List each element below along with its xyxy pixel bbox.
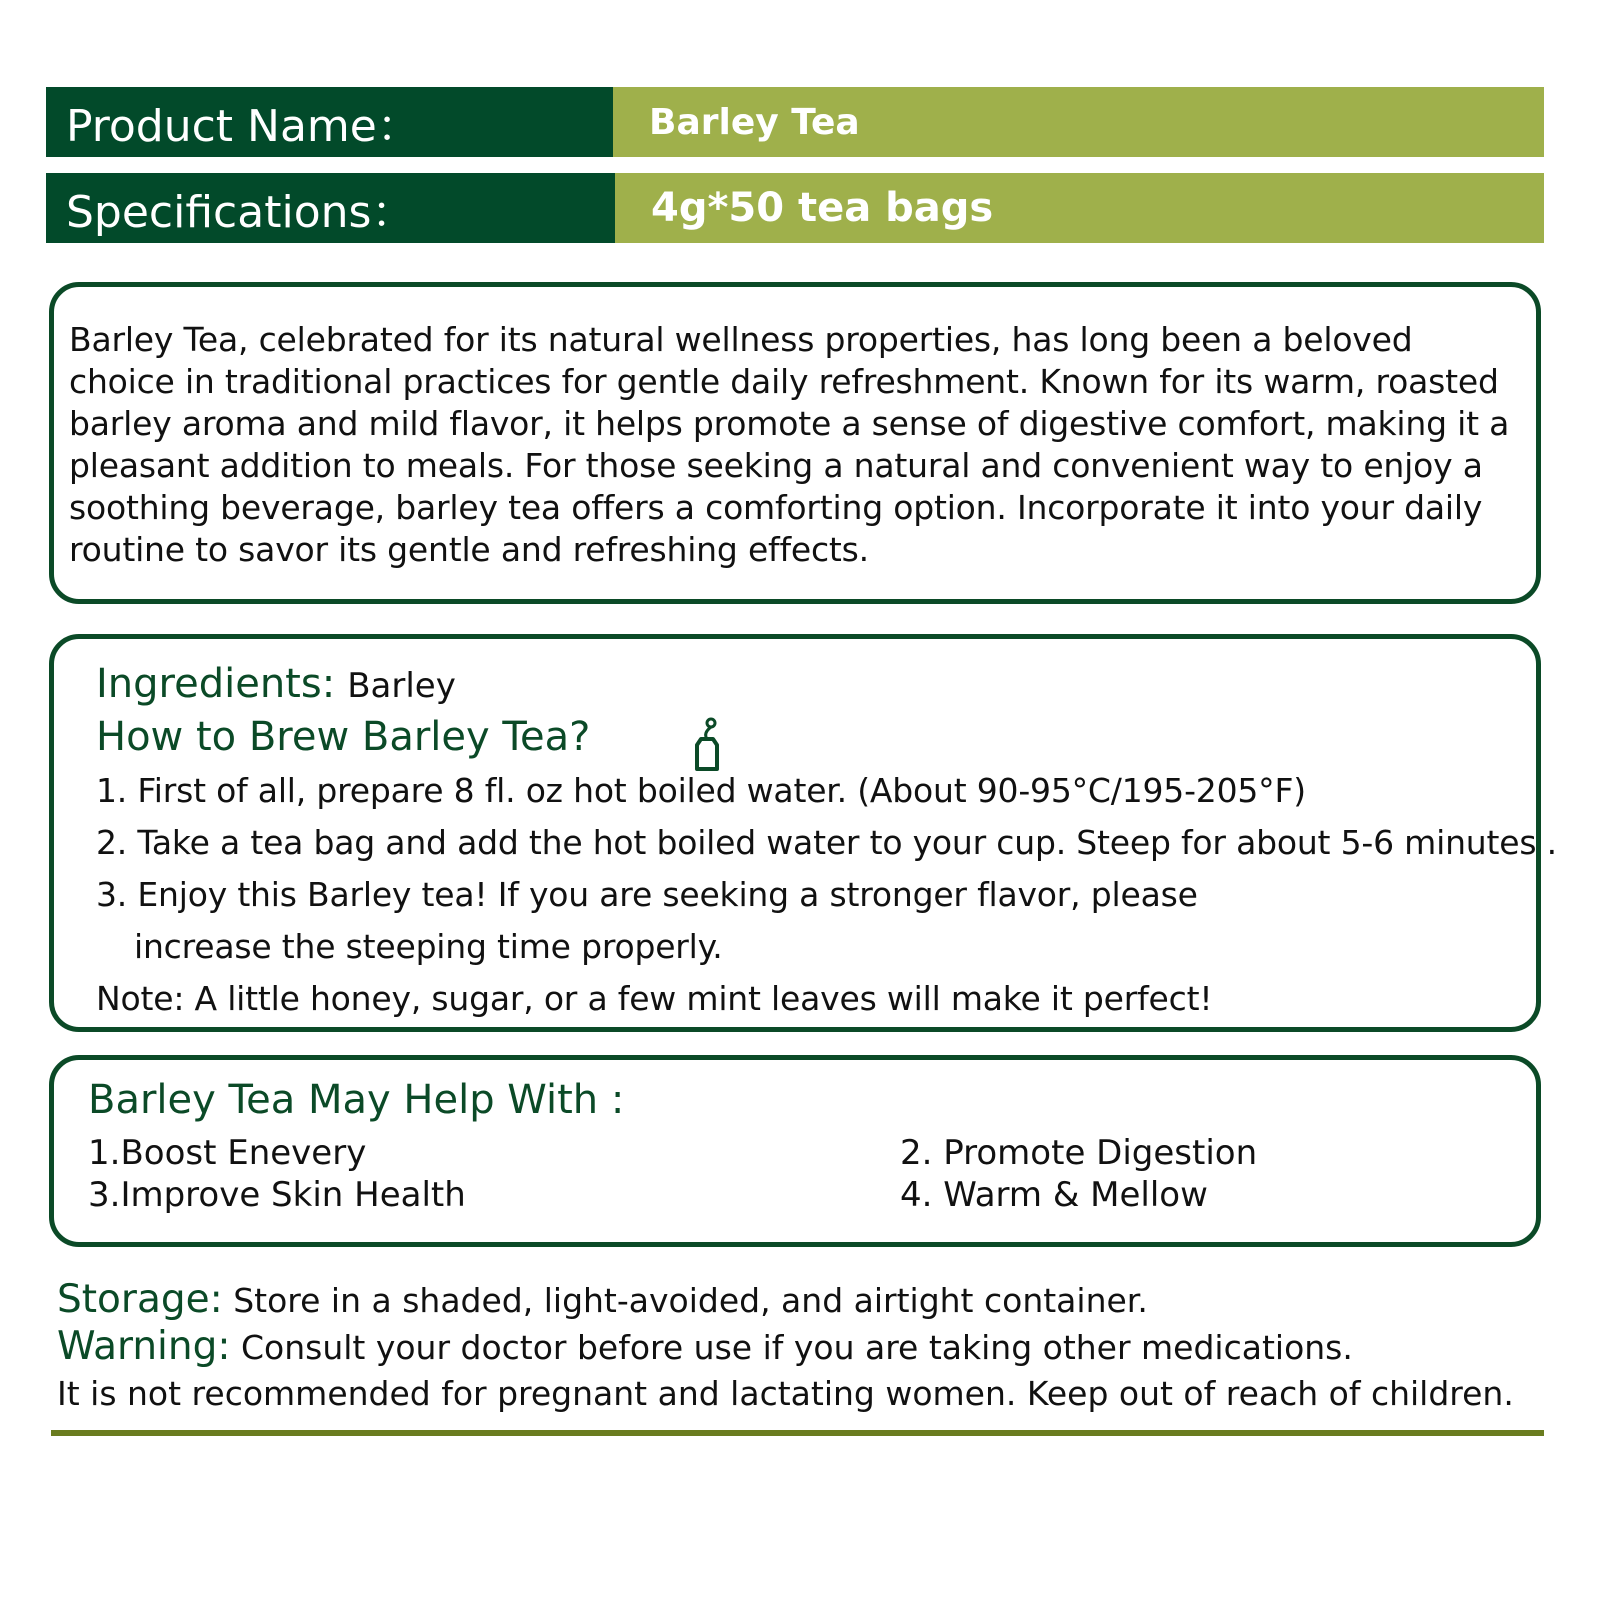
specifications-label: Specifications：	[46, 173, 615, 243]
benefit-item: 1.Boost Enevery	[88, 1133, 367, 1173]
bottom-divider	[51, 1430, 1544, 1436]
description-line: routine to savor its gentle and refreshing effects.	[69, 530, 869, 569]
specifications-value: 4g*50 tea bags	[615, 173, 1544, 243]
brew-heading-line	[96, 709, 1526, 765]
brewing-box	[49, 634, 1557, 1032]
product-name-value: Barley Tea	[613, 87, 1544, 157]
warning-label: Warning:	[57, 1324, 231, 1369]
description-line: pleasant addition to meals. For those seeking a natural and convenient way to enjoy a	[69, 446, 1483, 485]
ingredients-line	[96, 659, 1526, 709]
ingredients-label: Ingredients:	[96, 661, 336, 707]
storage-label: Storage:	[57, 1277, 223, 1322]
description-line: choice in traditional practices for gentle daily refreshment. Known for its warm, roasted	[69, 362, 1499, 401]
brew-step-continuation: increase the steeping time properly.	[134, 927, 723, 966]
description-box	[49, 282, 1541, 604]
description-line: Barley Tea, celebrated for its natural wellness properties, has long been a beloved	[69, 320, 1413, 359]
storage-line	[57, 1277, 1514, 1324]
brew-step: 1. First of all, prepare 8 fl. oz hot boiled water. (About 90-95°C/195-205°F)	[96, 771, 1306, 810]
warning-line-2: It is not recommended for pregnant and lactating women. Keep out of reach of children.	[57, 1374, 1514, 1413]
product-name-label: Product Name：	[46, 87, 613, 157]
description-line: barley aroma and mild flavor, it helps promote a sense of digestive comfort, making it a	[69, 404, 1510, 443]
ingredients-value: Barley	[347, 666, 456, 706]
brew-step: 2. Take a tea bag and add the hot boiled water to your cup. Steep for about 5-6 minutes .	[96, 823, 1557, 862]
brew-note: Note: A little honey, sugar, or a few mint leaves will make it perfect!	[96, 979, 1213, 1018]
benefit-item: 2. Promote Digestion	[900, 1133, 1258, 1173]
warning-text: Consult your doctor before use if you are taking other medications.	[230, 1328, 1353, 1367]
description-line: soothing beverage, barley tea offers a comforting option. Incorporate it into your daily	[69, 488, 1483, 527]
storage-warning-section	[57, 1277, 1514, 1417]
brew-title: How to Brew Barley Tea?	[96, 714, 591, 760]
storage-text: Store in a shaded, light-avoided, and airtight container.	[222, 1281, 1148, 1320]
benefit-item: 3.Improve Skin Health	[88, 1175, 466, 1215]
warning-line	[57, 1324, 1514, 1371]
description-text	[69, 319, 1522, 571]
specifications-row	[46, 173, 1544, 243]
benefits-box	[49, 1055, 1541, 1247]
benefits-title: Barley Tea May Help With :	[88, 1077, 625, 1123]
benefits-list	[88, 1132, 1526, 1216]
brew-step: 3. Enjoy this Barley tea! If you are seeking a stronger flavor, please	[96, 875, 1198, 914]
product-name-row	[46, 87, 1544, 157]
benefit-item: 4. Warm & Mellow	[900, 1175, 1208, 1215]
tea-bag-icon	[691, 717, 721, 773]
